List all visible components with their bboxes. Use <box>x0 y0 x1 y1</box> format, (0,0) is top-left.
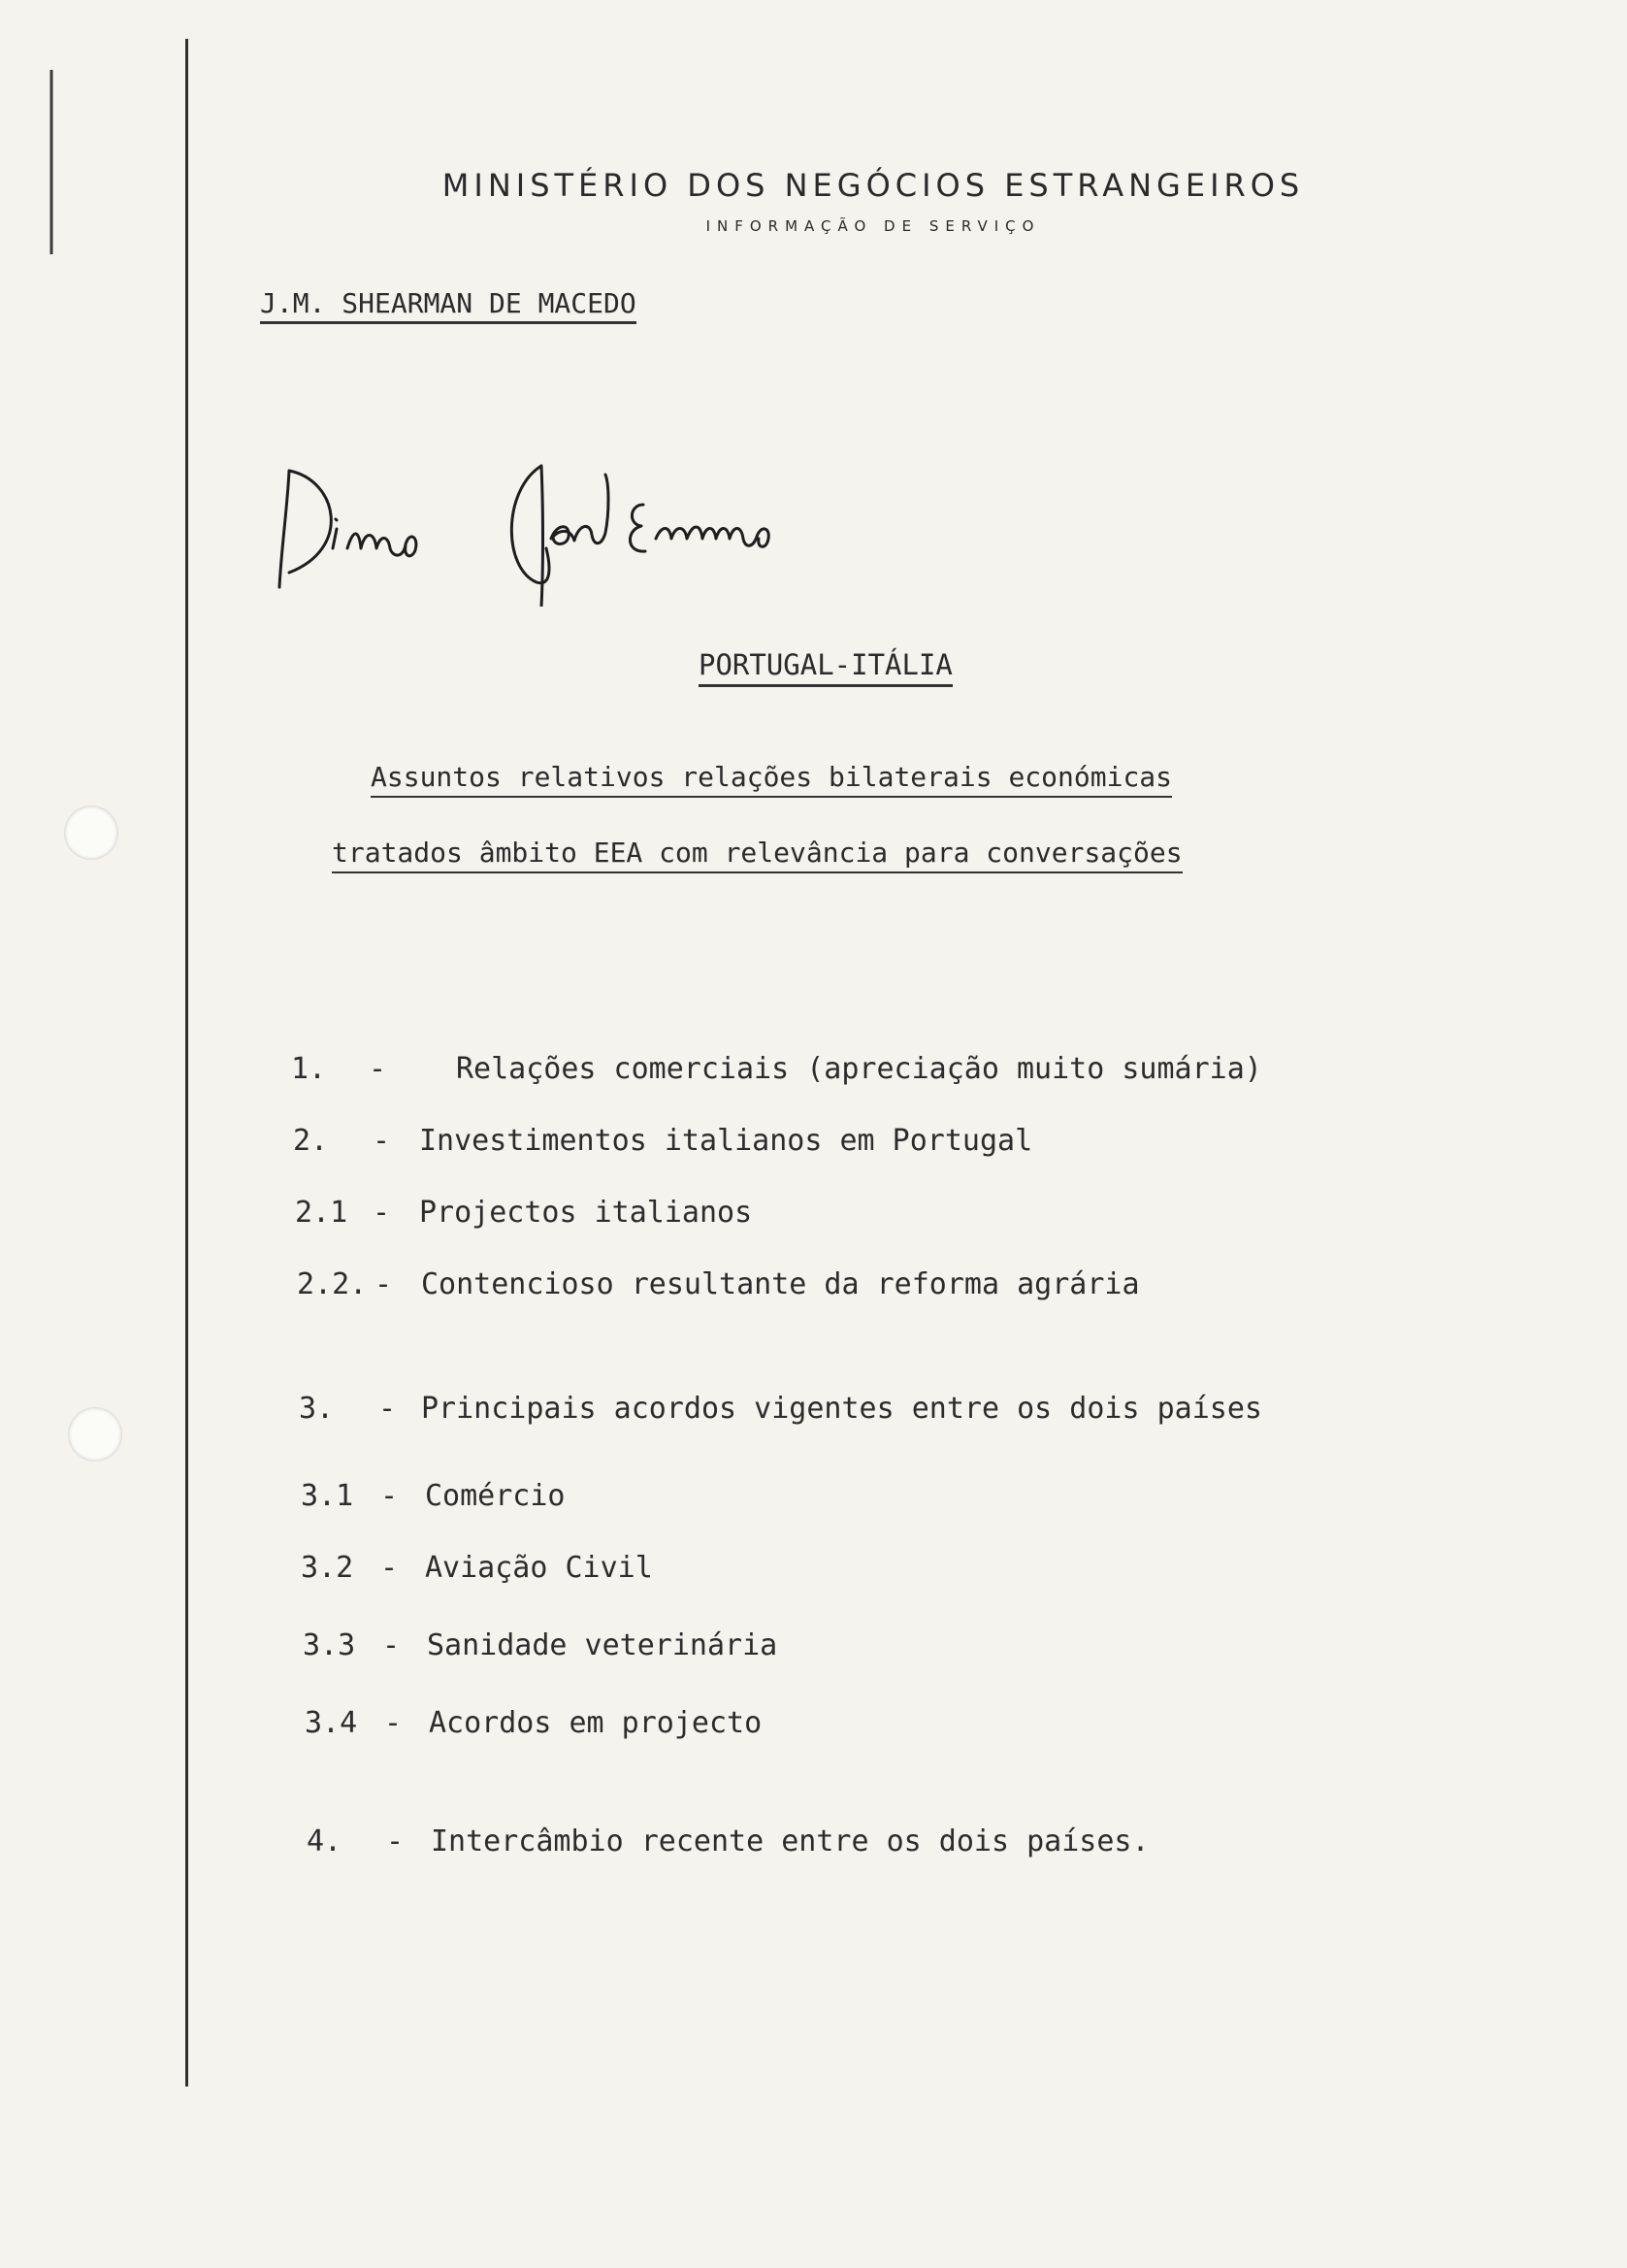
item-number: 2.2. <box>297 1267 368 1301</box>
item-number: 3.1 <box>301 1479 354 1513</box>
list-item <box>305 1706 762 1740</box>
item-text: Sanidade veterinária <box>427 1628 778 1662</box>
list-item <box>295 1196 752 1230</box>
letterhead <box>407 167 1339 235</box>
ministry-name: MINISTÉRIO DOS NEGÓCIOS ESTRANGEIROS <box>441 167 1305 204</box>
list-item <box>307 1824 1150 1858</box>
item-dash: - <box>380 1551 399 1585</box>
item-text: Intercâmbio recente entre os dois países. <box>431 1824 1150 1858</box>
item-dash: - <box>373 1124 391 1158</box>
item-text: Projectos italianos <box>419 1196 753 1230</box>
item-text: Acordos em projecto <box>429 1706 763 1740</box>
list-item <box>301 1479 566 1513</box>
item-number: 2. <box>293 1124 329 1158</box>
item-dash: - <box>380 1479 399 1513</box>
item-number: 3.3 <box>303 1628 356 1662</box>
item-number: 1. <box>291 1052 327 1086</box>
list-item <box>291 1052 1262 1086</box>
item-text: Relações comerciais (apreciação muito sumária) <box>456 1052 1262 1086</box>
item-dash: - <box>369 1052 387 1086</box>
punch-hole-bottom <box>68 1407 122 1462</box>
handwritten-note <box>260 451 920 607</box>
item-text: Investimentos italianos em Portugal <box>419 1124 1033 1158</box>
item-text: Aviação Civil <box>425 1551 653 1585</box>
item-text: Principais acordos vigentes entre os dois países <box>421 1392 1262 1426</box>
item-number: 2.1 <box>295 1196 348 1230</box>
item-dash: - <box>386 1824 405 1858</box>
item-text: Contencioso resultante da reforma agrária <box>421 1267 1140 1301</box>
item-number: 4. <box>307 1824 342 1858</box>
item-text: Comércio <box>425 1479 566 1513</box>
item-dash: - <box>374 1267 393 1301</box>
list-item <box>303 1628 777 1662</box>
binding-mark <box>49 70 54 254</box>
item-dash: - <box>373 1196 391 1230</box>
punch-hole-top <box>64 805 118 860</box>
item-number: 3. <box>299 1392 335 1426</box>
item-number: 3.4 <box>305 1706 358 1740</box>
item-dash: - <box>384 1706 403 1740</box>
document-title: PORTUGAL-ITÁLIA <box>699 648 953 687</box>
subject-line-2: tratados âmbito EEA com relevância para conversações <box>332 837 1183 873</box>
author-name: J.M. SHEARMAN DE MACEDO <box>260 287 636 324</box>
service-type: INFORMAÇÃO DE SERVIÇO <box>705 217 1041 235</box>
list-item <box>301 1551 653 1585</box>
margin-rule <box>185 39 188 2087</box>
list-item <box>293 1124 1032 1158</box>
subject-line-1: Assuntos relativos relações bilaterais económicas <box>371 761 1172 798</box>
item-dash: - <box>378 1392 397 1426</box>
list-item <box>299 1392 1262 1426</box>
item-dash: - <box>382 1628 401 1662</box>
list-item <box>297 1267 1140 1301</box>
item-number: 3.2 <box>301 1551 354 1585</box>
